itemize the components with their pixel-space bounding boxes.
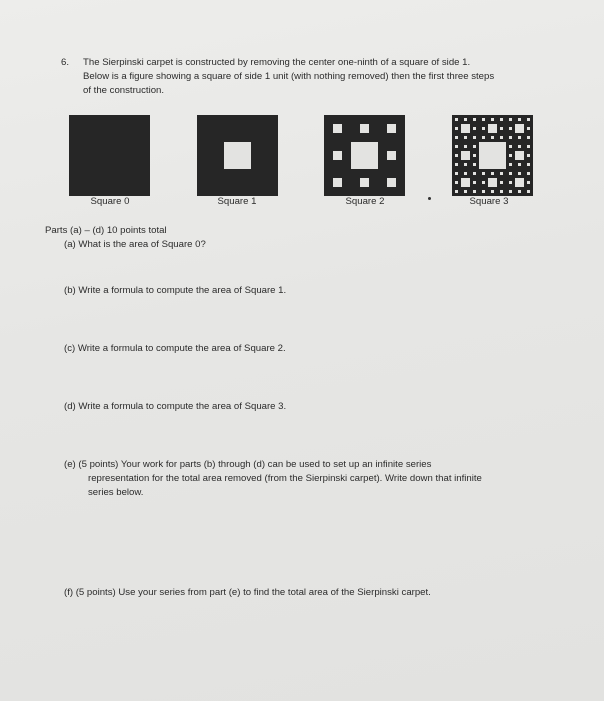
removed-square [473, 172, 476, 175]
part-e-line-3: series below. [88, 487, 144, 498]
removed-square [527, 127, 530, 130]
part-b: (b) Write a formula to compute the area of Square 1. [64, 285, 287, 296]
removed-square [500, 190, 503, 193]
removed-square [387, 151, 396, 160]
question-number: 6. [61, 57, 70, 68]
removed-square [351, 142, 378, 169]
removed-square [509, 181, 512, 184]
removed-square [387, 178, 396, 187]
removed-square [491, 118, 494, 121]
removed-square [333, 178, 342, 187]
removed-square [518, 145, 521, 148]
removed-square [509, 163, 512, 166]
removed-square [473, 118, 476, 121]
part-f: (f) (5 points) Use your series from part (e) to find the total area of the Sierpinski carpet. [64, 587, 431, 598]
removed-square [473, 127, 476, 130]
removed-square [473, 136, 476, 139]
square-0-figure [69, 115, 150, 196]
removed-square [464, 163, 467, 166]
removed-square [455, 163, 458, 166]
removed-square [455, 118, 458, 121]
removed-square [518, 163, 521, 166]
removed-square [461, 124, 470, 133]
removed-square [527, 172, 530, 175]
square-2-caption: Square 2 [345, 196, 385, 207]
removed-square [464, 172, 467, 175]
removed-square [527, 181, 530, 184]
removed-square [455, 127, 458, 130]
removed-square [482, 190, 485, 193]
removed-square [473, 154, 476, 157]
part-a: (a) What is the area of Square 0? [64, 239, 206, 250]
removed-square [518, 190, 521, 193]
removed-square [509, 172, 512, 175]
removed-square [509, 118, 512, 121]
removed-square [488, 178, 497, 187]
removed-square [515, 151, 524, 160]
removed-square [455, 136, 458, 139]
removed-square [500, 127, 503, 130]
removed-square [527, 154, 530, 157]
part-e-line-1: (e) (5 points) Your work for parts (b) through (d) can be used to set up an infinite series [64, 459, 432, 470]
removed-square [518, 172, 521, 175]
square-3-caption: Square 3 [469, 196, 509, 207]
removed-square [491, 172, 494, 175]
removed-square [500, 172, 503, 175]
removed-square [491, 190, 494, 193]
square-2-figure [324, 115, 405, 196]
removed-square [527, 145, 530, 148]
removed-square [461, 151, 470, 160]
removed-square [482, 136, 485, 139]
square-1-caption: Square 1 [217, 196, 257, 207]
removed-square [360, 124, 369, 133]
removed-square [509, 136, 512, 139]
removed-square [455, 181, 458, 184]
removed-square [509, 145, 512, 148]
removed-square [527, 163, 530, 166]
removed-square [515, 178, 524, 187]
removed-square [464, 190, 467, 193]
removed-square [500, 118, 503, 121]
removed-square [455, 154, 458, 157]
removed-square [518, 136, 521, 139]
removed-square [482, 181, 485, 184]
removed-square [527, 190, 530, 193]
removed-square [518, 118, 521, 121]
removed-square [488, 124, 497, 133]
part-c: (c) Write a formula to compute the area of Square 2. [64, 343, 286, 354]
removed-square [333, 124, 342, 133]
removed-square [527, 136, 530, 139]
removed-square [479, 142, 506, 169]
parts-header: Parts (a) – (d) 10 points total [45, 225, 167, 236]
removed-square [473, 163, 476, 166]
removed-square [473, 190, 476, 193]
removed-square [482, 118, 485, 121]
part-d: (d) Write a formula to compute the area of Square 3. [64, 401, 287, 412]
removed-square [455, 145, 458, 148]
removed-square [482, 172, 485, 175]
removed-square [500, 136, 503, 139]
removed-square [333, 151, 342, 160]
removed-square [461, 178, 470, 187]
square-0-caption: Square 0 [90, 196, 130, 207]
removed-square [360, 178, 369, 187]
removed-square [464, 136, 467, 139]
removed-square [387, 124, 396, 133]
removed-square [500, 181, 503, 184]
question-line-3: of the construction. [83, 85, 165, 96]
removed-square [509, 154, 512, 157]
removed-square [464, 145, 467, 148]
removed-square [509, 190, 512, 193]
question-line-2: Below is a figure showing a square of side 1 unit (with nothing removed) then the first three steps [83, 71, 495, 82]
removed-square [473, 145, 476, 148]
removed-square [509, 127, 512, 130]
question-line-1: The Sierpinski carpet is constructed by removing the center one-ninth of a square of side 1. [83, 57, 471, 68]
stray-mark [428, 197, 431, 200]
removed-square [455, 172, 458, 175]
part-e-line-2: representation for the total area removed (from the Sierpinski carpet). Write down that infinite [88, 473, 482, 484]
removed-square [491, 136, 494, 139]
removed-square [527, 118, 530, 121]
removed-square [482, 127, 485, 130]
removed-square [455, 190, 458, 193]
removed-square [473, 181, 476, 184]
removed-square [515, 124, 524, 133]
square-1-figure [197, 115, 278, 196]
removed-center [224, 142, 251, 169]
removed-square [464, 118, 467, 121]
square-3-figure [452, 115, 533, 196]
